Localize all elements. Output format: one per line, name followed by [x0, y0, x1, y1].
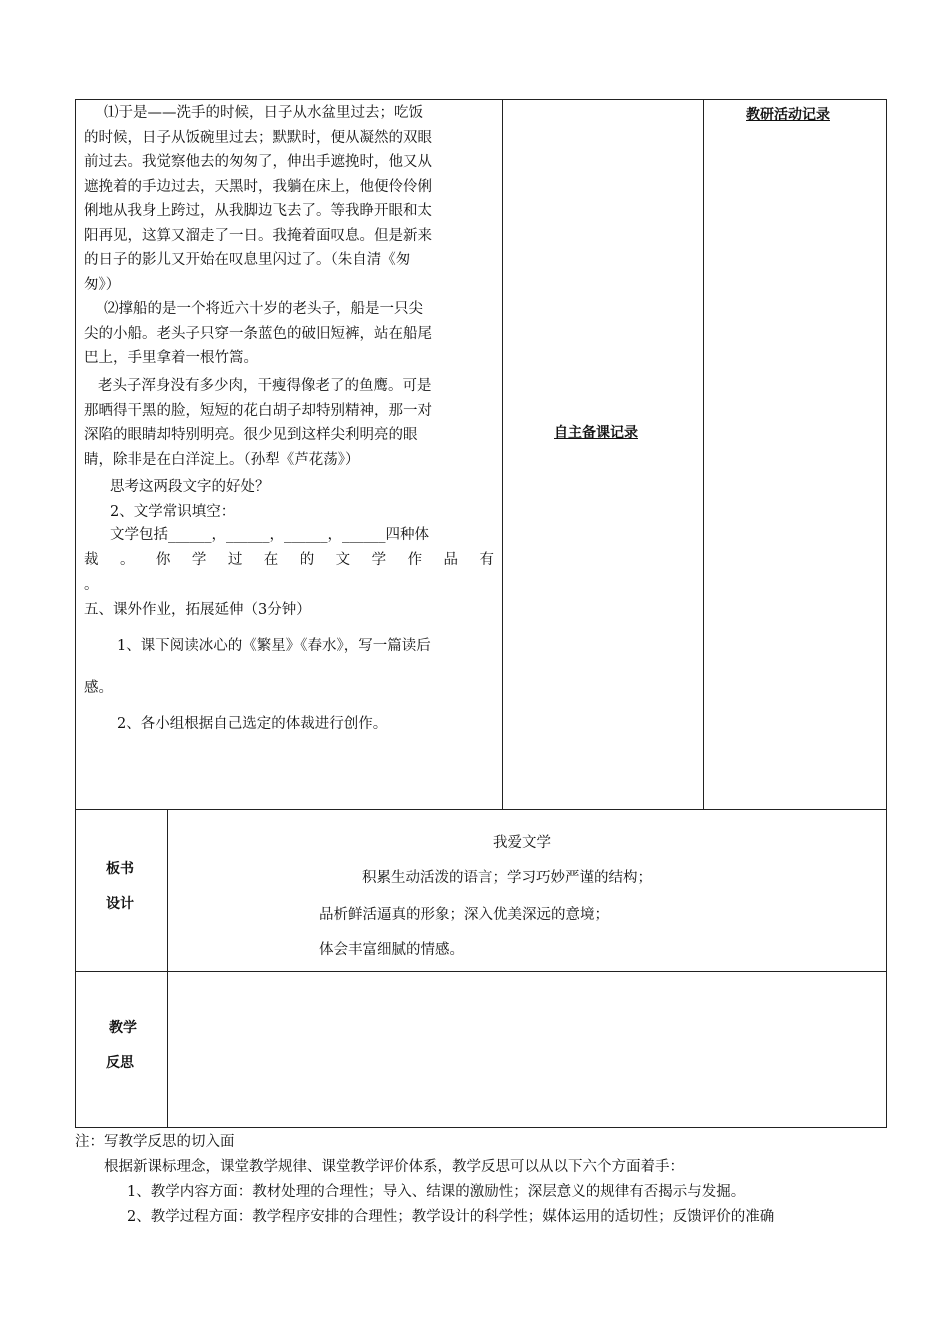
note-item: 1、教学内容方面：教材处理的合理性；导入、结课的激励性；深层意义的规律有否揭示与发掘。 — [127, 1184, 746, 1200]
lesson-line: 尖的小船。老头子只穿一条蓝色的破旧短裤，站在船尾 — [84, 325, 432, 342]
lesson-line: 2、各小组根据自己选定的体裁进行创作。 — [117, 716, 388, 732]
self-prep-heading: 自主备课记录 — [554, 425, 638, 441]
lesson-line: 。 — [84, 577, 99, 593]
board-line: 体会丰富细腻的情感。 — [319, 942, 464, 958]
divider-row-top — [75, 809, 887, 810]
justified-char: 文 — [335, 552, 351, 568]
justified-char: 学 — [191, 552, 207, 568]
board-label-line2: 设计 — [106, 896, 134, 912]
lesson-line: 睛，除非是在白洋淀上。（孙犁《芦花荡》） — [84, 451, 360, 468]
lesson-line: 的日子的影儿又开始在叹息里闪过了。（朱自清《匆 — [84, 252, 411, 268]
lesson-line: 1、课下阅读冰心的《繁星》《春水》，写一篇读后 — [117, 638, 431, 654]
justified-char: 过 — [227, 552, 243, 568]
board-label-line1: 板书 — [106, 861, 134, 877]
note-title: 注：写教学反思的切入面 — [75, 1134, 235, 1150]
justified-char: 裁 — [84, 552, 99, 568]
lesson-line: 俐地从我身上跨过，从我脚边飞去了。等我睁开眼和太 — [84, 203, 432, 219]
lesson-line: 匆》） — [84, 276, 121, 293]
lesson-line: 文学包括______，______，______，______四种体 — [110, 527, 429, 543]
lesson-line: 深陷的眼睛却特别明亮。很少见到这样尖利明亮的眼 — [84, 427, 418, 443]
lesson-line: 五、课外作业，拓展延伸（3分钟） — [84, 602, 311, 618]
research-heading: 教研活动记录 — [746, 107, 830, 123]
reflection-label-line2: 反思 — [106, 1055, 134, 1071]
lesson-line: ⑵撑船的是一个将近六十岁的老头子，船是一只尖 — [104, 301, 423, 317]
divider-row-middle — [75, 971, 887, 972]
lesson-line: 那晒得干黑的脸，短短的花白胡子却特别精神，那一对 — [84, 402, 432, 419]
justified-char: 的 — [299, 552, 315, 568]
justified-char: 有 — [479, 552, 494, 568]
lesson-line: 的时候，日子从饭碗里过去；默默时，便从凝然的双眼 — [84, 129, 432, 146]
lesson-line: 阳再见，这算又溜走了一日。我掩着面叹息。但是新来 — [84, 227, 432, 244]
divider-lesson-selfprep — [502, 99, 503, 810]
note-item: 2、教学过程方面：教学程序安排的合理性；教学设计的科学性；媒体运用的适切性；反馈评价的准确 — [127, 1209, 775, 1225]
reflection-label-line1: 教学 — [109, 1020, 137, 1036]
board-line: 品析鲜活逼真的形象；深入优美深远的意境； — [319, 907, 609, 923]
divider-label-column — [167, 809, 168, 1128]
board-line: 积累生动活泼的语言；学习巧妙严谨的结构； — [362, 870, 652, 886]
justified-line — [84, 548, 494, 573]
lesson-line: 思考这两段文字的好处？ — [110, 479, 270, 495]
lesson-line: 遮挽着的手边过去，天黑时，我躺在床上，他便伶伶俐 — [84, 178, 432, 195]
lesson-line: ⑴于是——洗手的时候，日子从水盆里过去；吃饭 — [104, 105, 423, 121]
justified-char: 学 — [371, 552, 387, 568]
board-title: 我爱文学 — [493, 835, 551, 851]
lesson-line: 感。 — [84, 680, 113, 696]
justified-char: 在 — [263, 552, 279, 568]
justified-char: 。 — [119, 552, 135, 568]
justified-char: 你 — [155, 552, 171, 568]
lesson-line: 2、文学常识填空： — [110, 504, 236, 520]
lesson-line: 巴上，手里拿着一根竹篙。 — [84, 350, 258, 366]
divider-selfprep-research — [703, 99, 704, 810]
justified-char: 作 — [407, 552, 423, 568]
note-intro: 根据新课标理念，课堂教学规律、课堂教学评价体系，教学反思可以从以下六个方面着手： — [104, 1159, 684, 1175]
lesson-line: 前过去。我觉察他去的匆匆了，伸出手遮挽时，他又从 — [84, 154, 432, 170]
lesson-line: 老头子浑身没有多少肉，干瘦得像老了的鱼鹰。可是 — [98, 378, 432, 394]
justified-char: 品 — [443, 552, 459, 568]
